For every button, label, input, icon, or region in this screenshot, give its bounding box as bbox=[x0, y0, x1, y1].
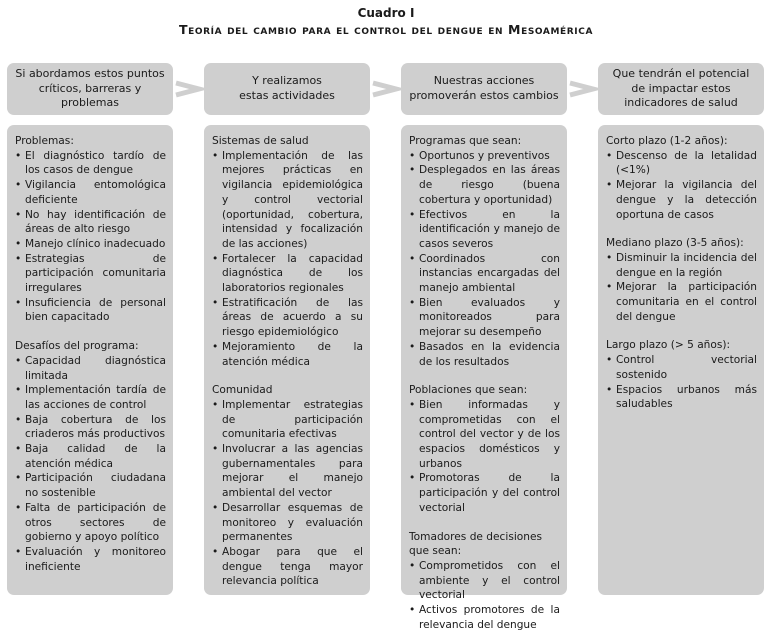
section bbox=[409, 383, 560, 515]
arrow-right-icon bbox=[173, 77, 204, 101]
list-item: • Estrategias de participación comunitaria irregulares bbox=[15, 252, 166, 296]
list-item: • Baja cobertura de los criaderos más productivos bbox=[15, 413, 166, 442]
list-item: • Coordinados con instancias encargadas del manejo ambiental bbox=[409, 252, 560, 296]
bullet-list bbox=[606, 353, 757, 412]
header-line: Que tendrán el potencial bbox=[612, 66, 750, 80]
header-line: indicadores de salud bbox=[624, 96, 738, 110]
list-item: • Falta de participación de otros sectores de gobierno y apoyo político bbox=[15, 501, 166, 545]
section-title: Poblaciones que sean: bbox=[409, 384, 528, 397]
bullet-list bbox=[15, 354, 166, 575]
list-item: • Manejo clínico inadecuado bbox=[15, 237, 166, 252]
section bbox=[409, 134, 560, 369]
column-critical-points bbox=[7, 125, 173, 595]
header-line: Nuestras acciones bbox=[433, 74, 535, 88]
header-line: de impactar estos bbox=[631, 81, 731, 95]
list-item: • Vigilancia entomológica deficiente bbox=[15, 178, 166, 207]
list-item: • Fortalecer la capacidad diagnóstica de los laboratorios regionales bbox=[212, 252, 363, 296]
list-item: • Implementar estrategias de participación comunitaria efectivas bbox=[212, 398, 363, 442]
header-line: promoverán estos cambios bbox=[409, 89, 559, 102]
section bbox=[606, 338, 757, 412]
bullet-list bbox=[15, 149, 166, 325]
header-activities bbox=[204, 63, 370, 115]
arrow-right-icon bbox=[370, 77, 401, 101]
list-item: • Estratificación de las áreas de acuerdo a su riesgo epidemiológico bbox=[212, 296, 363, 340]
section-title: Sistemas de salud bbox=[212, 135, 309, 147]
header-line: estas actividades bbox=[239, 89, 335, 102]
section bbox=[15, 339, 166, 574]
bullet-list bbox=[409, 149, 560, 370]
list-item: • No hay identificación de áreas de alto riesgo bbox=[15, 208, 166, 237]
list-item: • Basados en la evidencia de los resultados bbox=[409, 340, 560, 369]
list-item: • Bien evaluados y monitoreados para mejorar su desempeño bbox=[409, 296, 560, 340]
bullet-list bbox=[409, 559, 560, 633]
header-changes bbox=[401, 63, 567, 115]
list-item: • Mejorar la vigilancia del dengue y la detección oportuna de casos bbox=[606, 178, 757, 222]
section-title: Comunidad bbox=[212, 384, 273, 397]
list-item: • Activos promotores de la relevancia del dengue bbox=[409, 603, 560, 632]
list-item: • Evaluación y monitoreo ineficiente bbox=[15, 545, 166, 574]
list-item: • Bien informadas y comprometidas con el control del vector y de los espacios domésticos y urbanos bbox=[409, 398, 560, 472]
bullet-list bbox=[212, 398, 363, 589]
section bbox=[606, 134, 757, 222]
bullet-list bbox=[409, 398, 560, 516]
list-item: • Implementación de las mejores prácticas en vigilancia epidemiológica y control vectorial (oportunidad, cobertura, intensidad y focalización de las acciones) bbox=[212, 149, 363, 252]
section bbox=[212, 134, 363, 369]
list-item: • Desarrollar esquemas de monitoreo y evaluación permanentes bbox=[212, 501, 363, 545]
section bbox=[212, 383, 363, 589]
list-item: • Desplegados en las áreas de riesgo (buena cobertura y oportunidad) bbox=[409, 163, 560, 207]
column-indicators bbox=[598, 125, 764, 595]
list-item: • Control vectorial sostenido bbox=[606, 353, 757, 382]
header-line: críticos, barreras y problemas bbox=[38, 81, 142, 110]
list-item: • Mejoramiento de la atención médica bbox=[212, 340, 363, 369]
list-item: • El diagnóstico tardío de los casos de dengue bbox=[15, 149, 166, 178]
header-indicators bbox=[598, 63, 764, 115]
section-title: Tomadores de decisiones que sean: bbox=[409, 530, 543, 558]
list-item: • Comprometidos con el ambiente y el control vectorial bbox=[409, 559, 560, 603]
bullet-list bbox=[212, 149, 363, 370]
list-item: • Promotoras de la participación y del control vectorial bbox=[409, 471, 560, 515]
list-item: • Mejorar la participación comunitaria en el control del dengue bbox=[606, 280, 757, 324]
header-critical-points bbox=[7, 63, 173, 115]
list-item: • Capacidad diagnóstica limitada bbox=[15, 354, 166, 383]
bullet-list bbox=[606, 149, 757, 223]
list-item: • Espacios urbanos más saludables bbox=[606, 383, 757, 412]
list-item: • Efectivos en la identificación y manejo de casos severos bbox=[409, 208, 560, 252]
arrow-right-icon bbox=[567, 77, 598, 101]
list-item: • Descenso de la letalidad (<1%) bbox=[606, 149, 757, 178]
section bbox=[15, 134, 166, 325]
list-item: • Implementación tardía de las acciones de control bbox=[15, 383, 166, 412]
section bbox=[606, 236, 757, 324]
section-title: Mediano plazo (3-5 años): bbox=[606, 237, 744, 250]
bullet-list bbox=[606, 251, 757, 325]
list-item: • Insuficiencia de personal bien capacitado bbox=[15, 296, 166, 325]
list-item: • Participación ciudadana no sostenible bbox=[15, 471, 166, 500]
list-item: • Oportunos y preventivos bbox=[409, 149, 560, 164]
section-title: Desafíos del programa: bbox=[15, 340, 139, 353]
diagram-title: Teoría del cambio para el control del dengue en Mesoamérica bbox=[178, 22, 594, 37]
section-title: Largo plazo (> 5 años): bbox=[606, 339, 731, 352]
section-title: Corto plazo (1-2 años): bbox=[606, 135, 728, 147]
section-title: Programas que sean: bbox=[409, 135, 522, 147]
list-item: • Disminuir la incidencia del dengue en la región bbox=[606, 251, 757, 280]
column-changes bbox=[401, 125, 567, 631]
header-line: Y realizamos bbox=[252, 74, 322, 88]
list-item: • Involucrar a las agencias gubernamentales para mejorar el manejo ambiental del vector bbox=[212, 442, 363, 501]
list-item: • Abogar para que el dengue tenga mayor relevancia política bbox=[212, 545, 363, 589]
column-activities bbox=[204, 125, 370, 595]
list-item: • Baja calidad de la atención médica bbox=[15, 442, 166, 471]
table-label: Cuadro I bbox=[357, 6, 415, 20]
header-line: Si abordamos estos puntos bbox=[15, 66, 165, 80]
section bbox=[409, 530, 560, 633]
section-title: Problemas: bbox=[15, 135, 74, 147]
